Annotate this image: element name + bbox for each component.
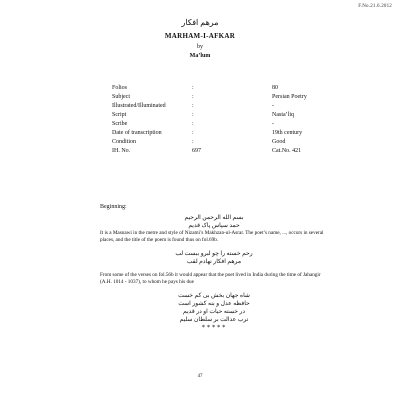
metadata-row (112, 129, 352, 138)
metadata-label: Scribe (112, 121, 128, 127)
metadata-separator: : (192, 139, 194, 145)
metadata-separator: : (192, 94, 194, 100)
metadata-value: - (272, 121, 274, 127)
document-body (100, 214, 328, 331)
metadata-value: 19th century (272, 130, 303, 136)
page-title: MARHAM-I-AFKAR (164, 32, 236, 40)
metadata-label: IH. No. (112, 148, 131, 154)
metadata-value: 80 (272, 85, 278, 91)
metadata-separator: : (192, 130, 194, 136)
reference-number: F.No.21.6.2012 (358, 4, 392, 9)
metadata-separator: : (192, 103, 194, 109)
metadata-row (112, 138, 352, 147)
metadata-separator: : (192, 85, 194, 91)
metadata-label: Folios (112, 85, 128, 91)
metadata-table (112, 84, 352, 156)
metadata-row (112, 147, 352, 156)
opening-line: حمد سپاس پاک قدیم (188, 223, 240, 229)
paragraph-context: From some of the verses on fol.56b it would appear that the poet lived in India during the time of Jahangir (A.H. 1014 - 1037), to whom he pays his due (100, 272, 321, 285)
metadata-label: Subject (112, 94, 130, 100)
metadata-value: Nasta’liq (272, 112, 294, 118)
verse-line: شاه جهان بخش بی کم خست (178, 293, 250, 299)
verse-line: در خسته حیات او در قدیم (183, 309, 245, 315)
page-number: 47 (197, 374, 203, 379)
section-divider: ∗∗∗∗∗ (201, 324, 227, 330)
metadata-row (112, 120, 352, 129)
metadata-row (112, 111, 352, 120)
author-name: Ma’lum (189, 53, 211, 59)
metadata-label: Condition (112, 139, 137, 145)
metadata-separator: : (192, 112, 194, 118)
metadata-value: Cat.No. 421 (272, 148, 302, 154)
by-label: by (197, 44, 203, 50)
verse-line: حافظه عدل و بنه کشور است (178, 301, 250, 307)
beginning-heading: Beginning: (100, 204, 127, 210)
metadata-value: Persian Poetry (272, 94, 307, 100)
metadata-row (112, 102, 352, 111)
verse-line: مرهم افکار نهادم لقب (186, 259, 242, 265)
metadata-row (112, 93, 352, 102)
opening-line: بسم الله الرحمن الرحیم (184, 215, 244, 221)
title-urdu: مرهم افکار (181, 18, 219, 27)
metadata-row (112, 84, 352, 93)
metadata-value: Good (272, 139, 286, 145)
verse-line: رحم خسته را چو لبرو ببست لب (175, 251, 253, 257)
metadata-label: Date of transcription (112, 130, 162, 136)
paragraph-description: It is a Masnawi in the metre and style of Nizami’s Makhzan-ul-Asrar. The poet’s name, ..., occurs in several places, and the title of the poem is found thus on fol.69b. (100, 230, 324, 243)
metadata-value: - (272, 103, 274, 109)
metadata-separator: : (192, 121, 194, 127)
metadata-label: Script (112, 112, 127, 118)
metadata-label: Illustrated/Illuminated (112, 103, 166, 109)
verse-line: ترب عدالت بر سلطان سلیم (179, 317, 249, 323)
metadata-separator: 697 (192, 148, 201, 154)
